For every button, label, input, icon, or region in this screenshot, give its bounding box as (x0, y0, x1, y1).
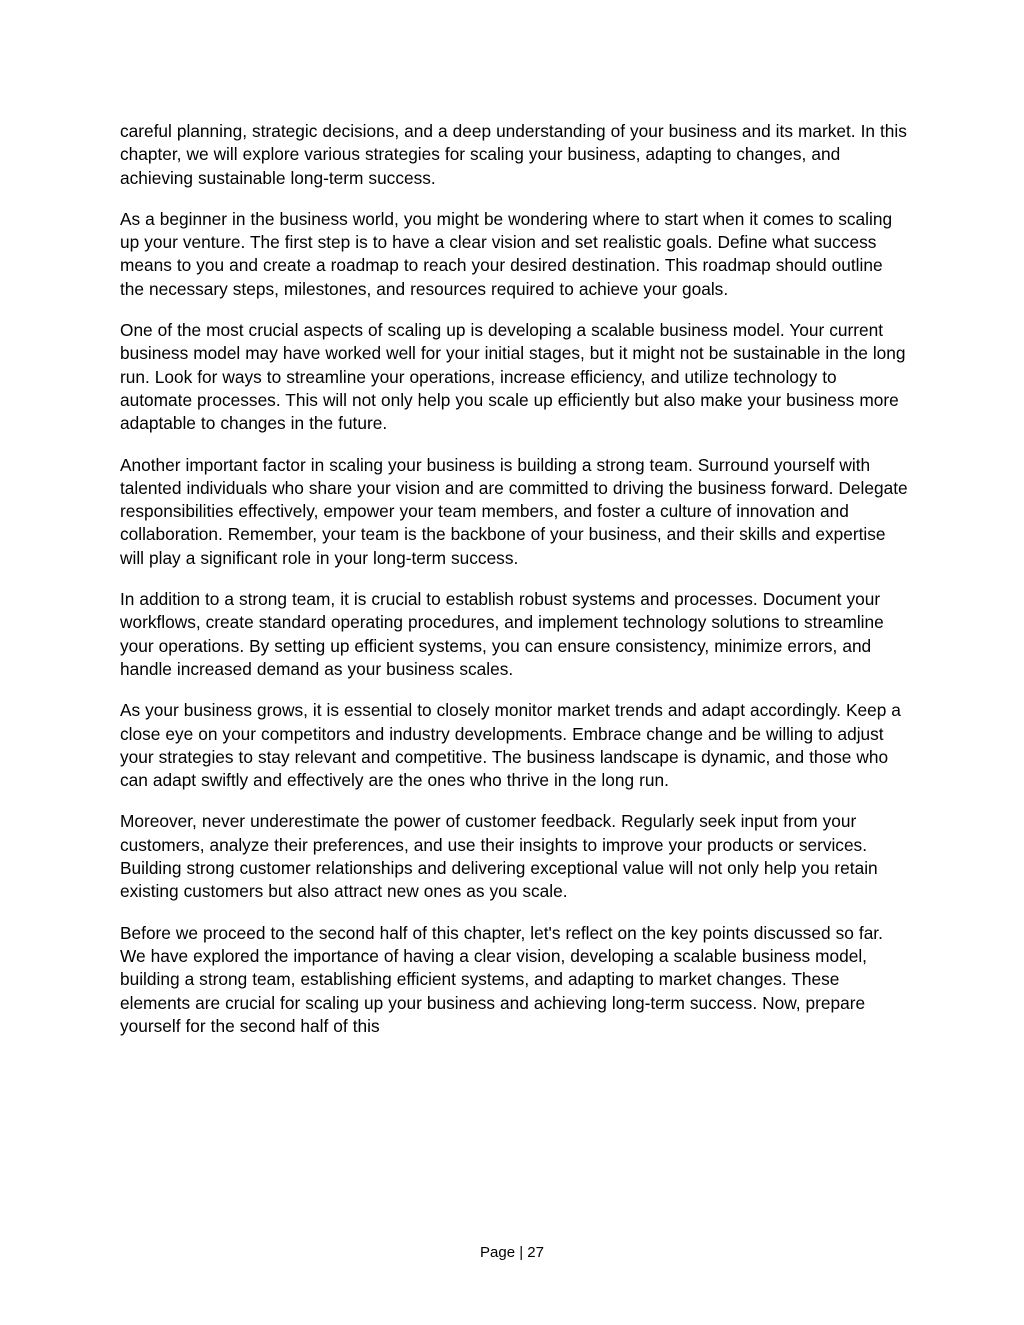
text-body (120, 120, 910, 1056)
page-footer: Page | 27 (480, 1244, 544, 1261)
paragraph: Moreover, never underestimate the power of customer feedback. Regularly seek input from your customers, analyze their preferences, and use their insights to improve your products or services. Building strong customer relationships and delivering exceptional value will not only help you retain existing customers but also attract new ones as you scale. (120, 811, 878, 902)
paragraph: One of the most crucial aspects of scaling up is developing a scalable business model. Your current business model may have worked well for your initial stages, but it might not be sustainable in the long run. Look for ways to streamline your operations, increase efficiency, and utilize technology to automate processes. This will not only help you scale up efficiently but also make your business more adaptable to changes in the future. (120, 320, 906, 434)
paragraph: In addition to a strong team, it is crucial to establish robust systems and processes. Document your workflows, create standard operating procedures, and implement technology solutions to streamline your operations. By setting up efficient systems, you can ensure consistency, minimize errors, and handle increased demand as your business scales. (120, 589, 884, 679)
paragraph: Another important factor in scaling your business is building a strong team. Surround yourself with talented individuals who share your vision and are committed to driving the business forward. Delegate responsibilities effectively, empower your team members, and foster a culture of innovation and collaboration. Remember, your team is the backbone of your business, and their skills and expertise will play a significant role in your long-term success. (120, 454, 908, 568)
paragraph: As a beginner in the business world, you might be wondering where to start when it comes to scaling up your venture. The first step is to have a clear vision and set realistic goals. Define what success means to you and create a roadmap to reach your desired destination. This roadmap should outline the necessary steps, milestones, and resources required to achieve your goals. (120, 208, 893, 299)
paragraph: As your business grows, it is essential to closely monitor market trends and adapt accordingly. Keep a close eye on your competitors and industry developments. Embrace change and be willing to adjust your strategies to stay relevant and competitive. The business landscape is dynamic, and those who can adapt swiftly and effectively are the ones who thrive in the long run. (120, 700, 901, 791)
paragraph: careful planning, strategic decisions, and a deep understanding of your business and its market. In this chapter, we will explore various strategies for scaling your business, adapting to changes, and achieving sustainable long-term success. (120, 121, 907, 188)
paragraph: Before we proceed to the second half of this chapter, let's reflect on the key points discussed so far. We have explored the importance of having a clear vision, developing a scalable business model, building a strong team, establishing efficient systems, and adapting to market changes. These elements are crucial for scaling up your business and achieving long-term success. Now, prepare yourself for the second half of this (120, 922, 883, 1036)
